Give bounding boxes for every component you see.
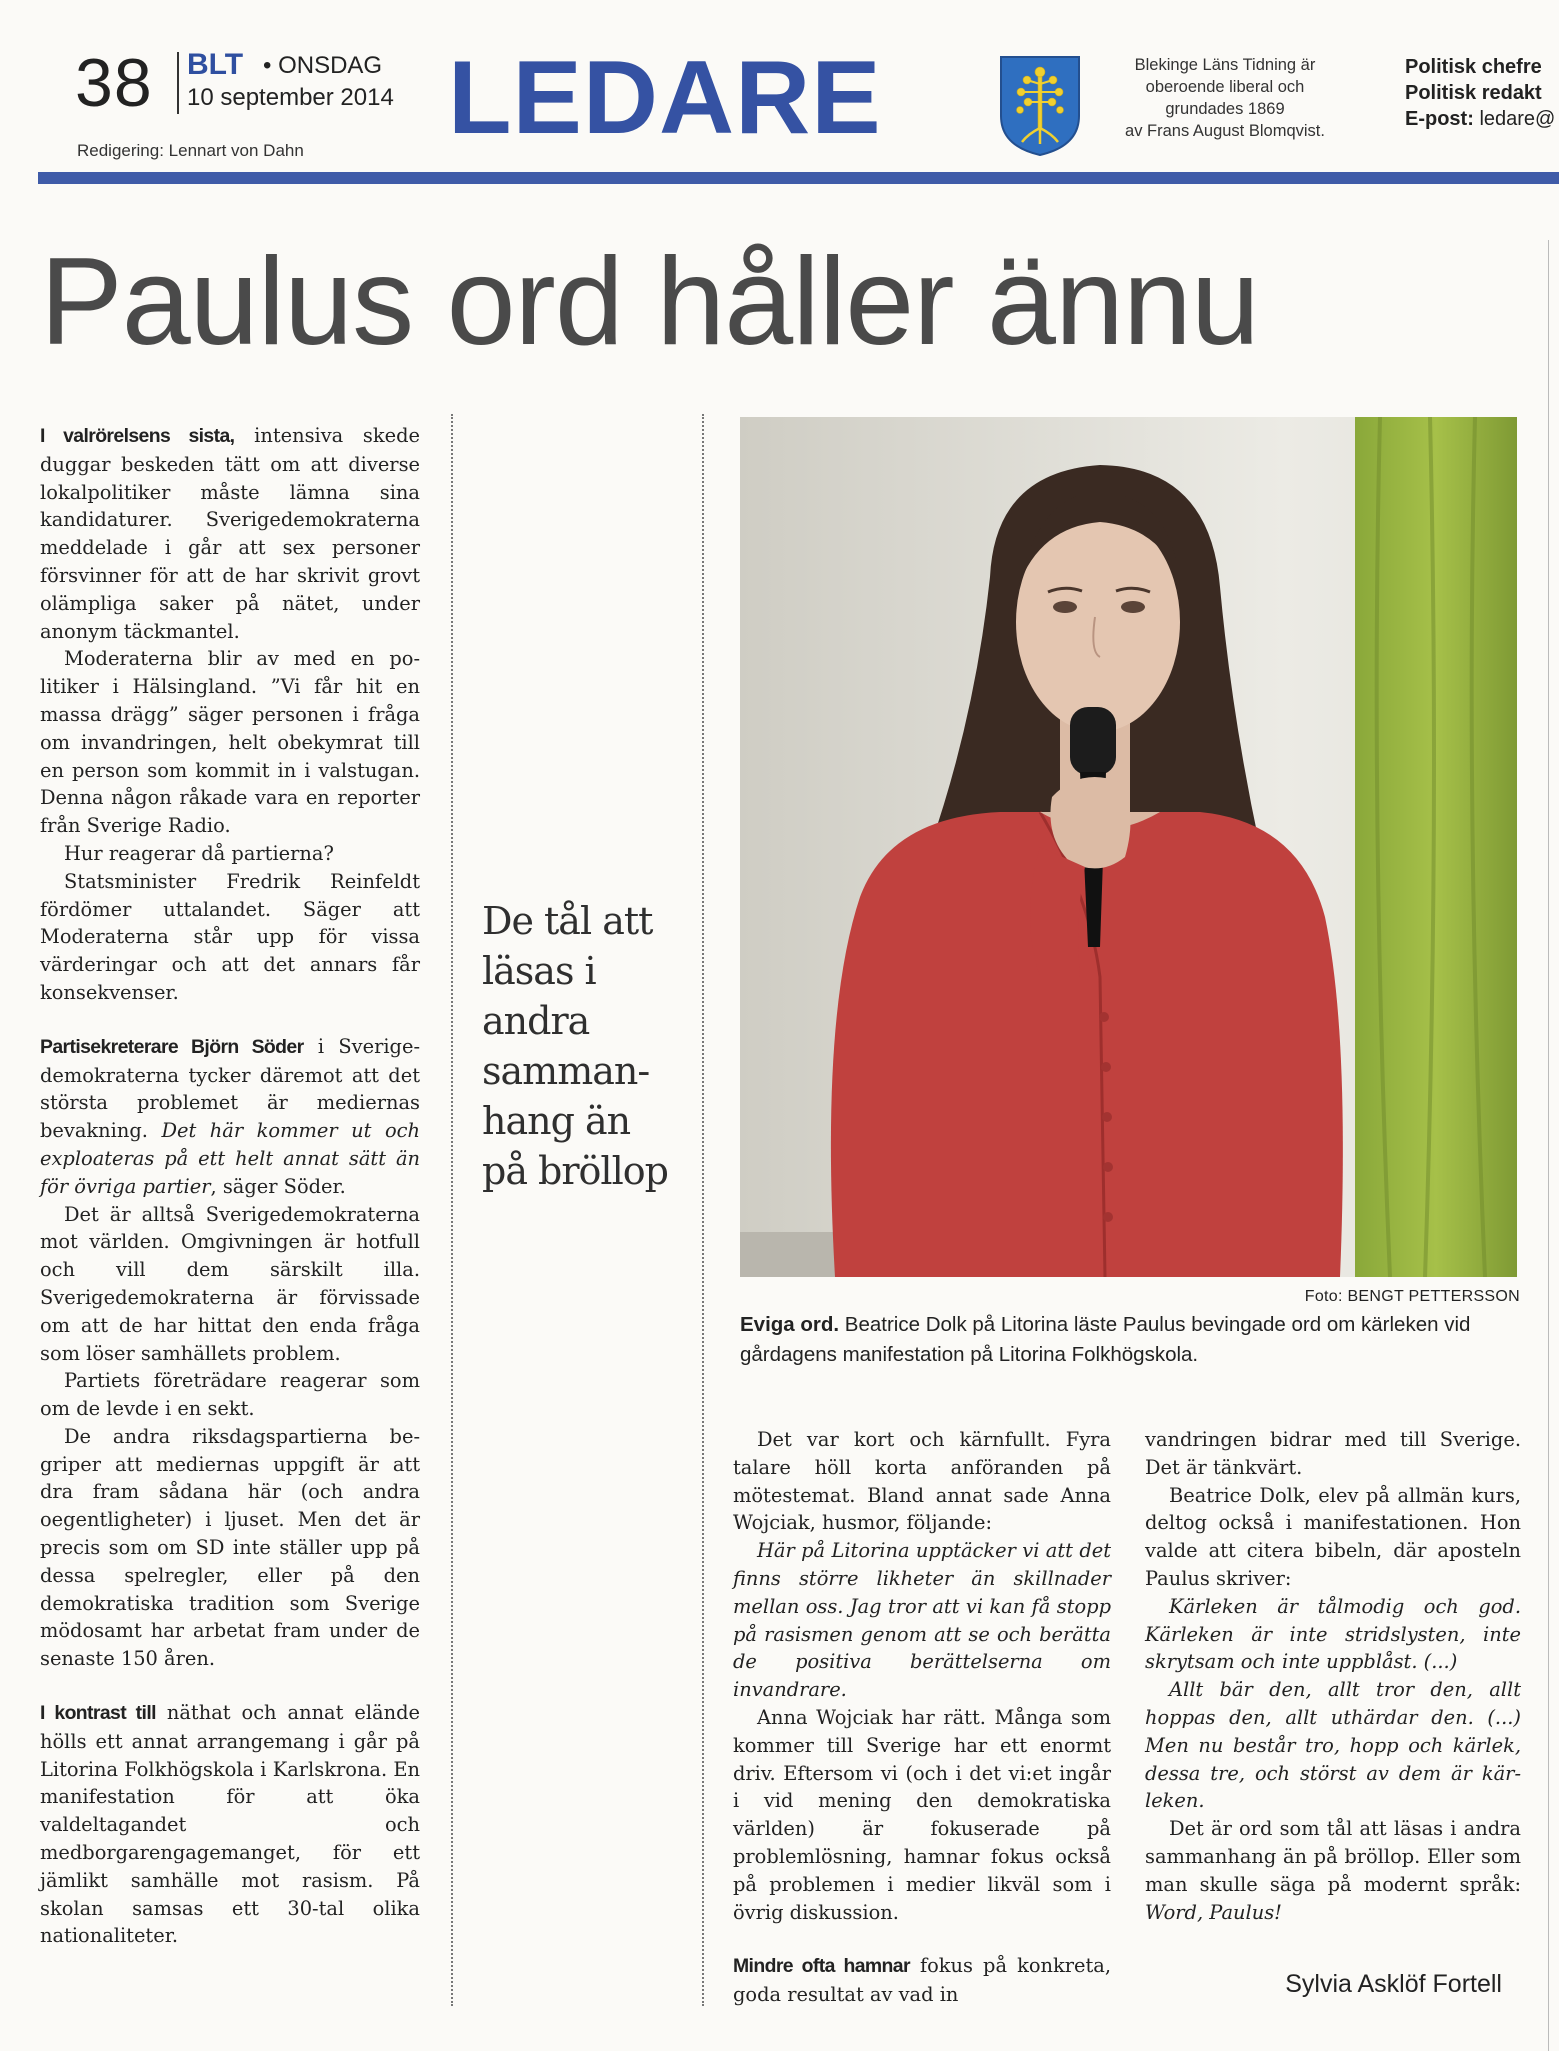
contact-label: E-post:: [1405, 108, 1474, 130]
article-column-1: [40, 422, 420, 1950]
contact-line: [1405, 54, 1559, 80]
photo-caption: [740, 1310, 1522, 1370]
paragraph: Beatrice Dolk, elev på allmän kurs, deltog också i manifestationen. Hon valde att citera bibeln, där aposteln Paulus skriver:: [1145, 1483, 1521, 1590]
quote-text: Här på Litorina upptäcker vi att det finns större likheter än skillnader mellan oss. Jag tror att vi kan få stopp på rasismen genom att se och berätta de positiva berättelserna om invandrare.: [733, 1539, 1111, 1702]
paragraph: Hur reagerar då partierna?: [64, 841, 334, 865]
paragraph: [733, 1952, 1111, 2009]
pull-quote: De tål att läsas i andra sammanhang än på bröllop: [482, 899, 668, 1193]
caption-lead: Eviga ord.: [740, 1313, 840, 1336]
paragraph: Det är alltså Sverigedemokraterna mot världen. Omgivningen är hotfull och vill dem särskilt illa. Sverigedemokraterna är förvissade om att de har hittat den enda fråga som löser samhällets problem.: [40, 1202, 420, 1365]
paper-info-line: av Frans August Blomqvist.: [1125, 122, 1325, 140]
paper-info-line: oberoende liberal och: [1145, 78, 1305, 96]
paragraph-lead: I valrörelsens sista,: [40, 425, 235, 447]
contact-label: Politisk chefre: [1405, 56, 1542, 78]
paragraph: Anna Wojciak har rätt. Många som kommer till Sverige har ett enormt driv. Eftersom vi (och i det vi:et ingår i vid mening den demokratiska världen) är fokuserade på problemlösning, hamnar fokus också på problemen i medier likväl som i övrig diskussion.: [733, 1705, 1111, 1924]
paragraph-lead: Partisekreterare Björn Söder: [40, 1035, 304, 1058]
paragraph-text: fokus på konkreta, goda resultat av vad in: [733, 1954, 1111, 2007]
paper-logo: BLT: [187, 48, 244, 81]
article-column-3: [1145, 1426, 1521, 1926]
paragraph: [1145, 1593, 1521, 1676]
paragraph-text: Det är ord som tål att läsas i andra sammanhang än på bröllop. Eller som man skulle säga på modernt språk:: [1145, 1817, 1521, 1896]
paragraph: Partiets företrädare reagerar som om de levde i en sekt.: [40, 1369, 420, 1421]
editor-credit: Redigering: Lennart von Dahn: [77, 141, 304, 160]
paragraph-lead: I kontrast till: [40, 1702, 156, 1725]
quote-text: Allt bär den, allt tror den, allt hoppas den, allt uthärdar den. (...) Men nu består tro, hopp och kärlek, dessa tre, och störst av dem är kärleken.: [1145, 1678, 1521, 1813]
paragraph: Statsminister Fredrik Reinfeldt fördömer uttalandet. Säger att Moderaterna står upp för vissa värderingar och att det annars får konsekvenser.: [40, 869, 420, 1004]
paragraph: Moderaterna blir av med en politiker i Hälsingland. ”Vi får hit en massa drägg” säger personen i fråga om invandringen, helt obekymrat till en person som kommit in i valstugan. Denna någon råkade vara en reporter från Sverige Radio.: [40, 647, 420, 838]
quote-text: Kärleken är tålmodig och god. Kärleken är inte stridslysten, inte skrytsam och inte uppblåst. (...): [1145, 1594, 1521, 1674]
article-photo: [740, 417, 1517, 1277]
speaker-photo-illustration: [740, 417, 1517, 1277]
issue-date: 10 september 2014: [187, 84, 394, 111]
paragraph: [733, 1537, 1111, 1704]
paragraph: De andra riksdagspartierna begriper att mediernas uppgift är att dra fram sådana här (och andra oegentligheter) i ljuset. Men det är precis som om SD inte ställer upp på dessa spelregler, eller på den demokratiska tradition som Sverige mödosamt har arbetat fram under de senaste 150 åren.: [40, 1424, 420, 1671]
paragraph: [40, 422, 420, 645]
contact-email[interactable]: ledare@: [1473, 108, 1556, 130]
paragraph-text: intensiva skede duggar beskeden tätt om att diverse lokalpolitiker måste lämna sina kandidaturer. Sverigedemokraterna meddelade i går att sex personer försvinner för att de har skrivit grovt olämpliga saker på nätet, under anonym täckmantel.: [40, 424, 420, 643]
paragraph: [40, 1033, 420, 1201]
paragraph-text: , säger Söder.: [210, 1174, 346, 1198]
page-number-divider: [177, 52, 179, 114]
section-title: LEDARE: [448, 40, 882, 156]
paragraph: [1145, 1676, 1521, 1815]
quote-text: Word, Paulus!: [1145, 1900, 1282, 1924]
page-edge-rule: [1548, 240, 1549, 2051]
contact-label: Politisk redakt: [1405, 82, 1542, 104]
contact-line: [1405, 106, 1559, 132]
paper-info-line: Blekinge Läns Tidning är: [1134, 56, 1316, 74]
byline: Sylvia Asklöf Fortell: [1285, 1970, 1502, 1998]
quote-text: Det här kommer ut och exploateras på ett helt annat sätt än för övriga partier: [40, 1119, 420, 1198]
contact-box: [1405, 54, 1559, 132]
photo-credit: Foto: BENGT PETTERSSON: [1304, 1288, 1520, 1305]
paragraph-text: i Sverigedemokraterna tycker däremot att det största problemet är mediernas bevakning.: [40, 1034, 420, 1143]
page-number: 38: [75, 45, 153, 121]
paragraph-text: näthat och annat elände hölls ett annat arrangemang i går på Litorina Folkhögskola i Karlskrona. En manifestation för att öka valdeltagandet och medborgarengagemanget, för ett jämlikt samhälle mot rasism. På skolan samsas ett 30-tal olika nationaliteter.: [40, 1701, 420, 1948]
column-divider: [451, 414, 453, 2006]
column-divider: [702, 414, 704, 2006]
article-column-2: [733, 1426, 1111, 2009]
paragraph: vandringen bidrar med till Sverige. Det är tänkvärt.: [1145, 1428, 1521, 1479]
headline: Paulus ord håller ännu: [40, 233, 1259, 371]
contact-line: [1405, 80, 1559, 106]
paragraph: Det var kort och kärnfullt. Fyra talare höll korta anföranden på mötestemat. Bland annat sade Anna Wojciak, husmor, följande:: [733, 1428, 1111, 1535]
coat-of-arms-icon: [998, 54, 1082, 158]
paper-info: [1110, 54, 1340, 142]
weekday: • ONSDAG: [263, 52, 383, 79]
paragraph: [1145, 1815, 1521, 1926]
paragraph: [40, 1699, 420, 1950]
paper-info-line: grundades 1869: [1165, 100, 1285, 118]
header-rule: [38, 172, 1559, 184]
paragraph-lead: Mindre ofta hamnar: [733, 1955, 910, 1978]
caption-text: Beatrice Dolk på Litorina läste Paulus bevingade ord om kärleken vid gårdagens manifestation på Litorina Folkhögskola.: [740, 1313, 1471, 1366]
